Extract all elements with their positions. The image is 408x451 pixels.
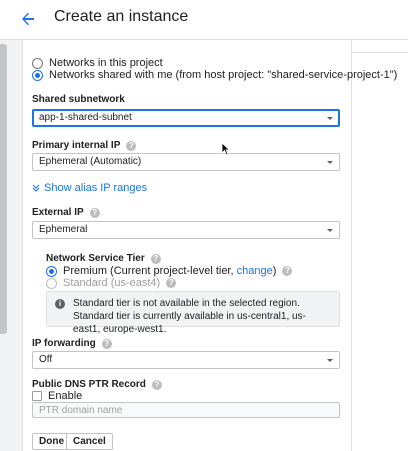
page-title: Create an instance [54,8,189,25]
help-icon[interactable]: ? [152,380,162,390]
select-value: Ephemeral (Automatic) [39,156,142,167]
network-tier-label [46,253,161,264]
external-ip-label [32,207,100,218]
radio-button-selected[interactable] [46,266,57,277]
help-icon[interactable]: ? [126,141,136,151]
radio-networks-in-project[interactable] [32,57,163,69]
shared-subnetwork-label: Shared subnetwork [32,94,125,105]
divider [351,52,408,53]
ptr-domain-input[interactable] [32,402,340,418]
back-arrow-icon[interactable] [14,7,42,31]
radio-label: Networks in this project [49,57,163,69]
primary-ip-label [32,140,136,151]
select-value: app-1-shared-subnet [39,112,132,123]
radio-button-disabled [46,278,57,289]
help-icon[interactable]: ? [166,278,176,288]
mouse-cursor-icon [221,142,231,156]
page-header [0,0,408,40]
radio-standard-tier [46,277,176,289]
cancel-button[interactable]: Cancel [66,433,113,450]
standard-tier-info-banner [46,291,340,335]
help-icon[interactable]: ? [282,266,292,276]
label-text: External IP [32,207,84,218]
radio-label: Premium (Current project-level tier, change) [63,265,277,277]
checkbox-label: Enable [48,390,83,402]
dropdown-arrow-icon [327,359,333,362]
info-icon: i [55,299,65,309]
ip-forwarding-select[interactable] [32,351,340,369]
help-icon[interactable]: ? [90,208,100,218]
primary-ip-select[interactable] [32,153,340,171]
info-text: Standard tier is not available in the selected region. Standard tier is currently available in us-central1, us-east1, europe-west1. [73,298,306,335]
radio-button-selected[interactable] [32,70,43,81]
change-tier-link[interactable]: change [236,265,273,277]
dropdown-arrow-icon [327,117,333,120]
external-ip-select[interactable] [32,221,340,239]
scrollbar[interactable] [0,44,7,334]
dropdown-arrow-icon [327,229,333,232]
label-text: IP forwarding [32,338,96,349]
dropdown-arrow-icon [327,161,333,164]
enable-ptr-checkbox-row[interactable] [32,390,82,402]
link-text: Show alias IP ranges [44,182,148,194]
ip-forwarding-label [32,338,112,349]
label-text: Primary internal IP [32,140,121,151]
radio-networks-shared[interactable] [32,69,397,81]
label-text: Network Service Tier [46,253,145,264]
radio-label: Standard (us-east4) [63,277,161,289]
radio-label: Networks shared with me (from host project: "shared-service-project-1") [49,69,398,81]
select-value: Off [39,354,53,365]
done-button[interactable]: Done [32,433,71,450]
select-value: Ephemeral [39,224,88,235]
enable-ptr-checkbox[interactable] [32,391,42,401]
help-icon[interactable]: ? [102,339,112,349]
expand-chevrons-icon [32,184,40,192]
shared-subnetwork-select[interactable] [32,109,340,127]
show-alias-ip-link[interactable] [32,182,147,194]
help-icon[interactable]: ? [151,254,161,264]
dns-ptr-label [32,379,162,390]
right-gutter [351,40,408,451]
radio-premium-tier[interactable] [46,265,292,277]
label-text: Public DNS PTR Record [32,379,146,390]
radio-button[interactable] [32,58,43,69]
